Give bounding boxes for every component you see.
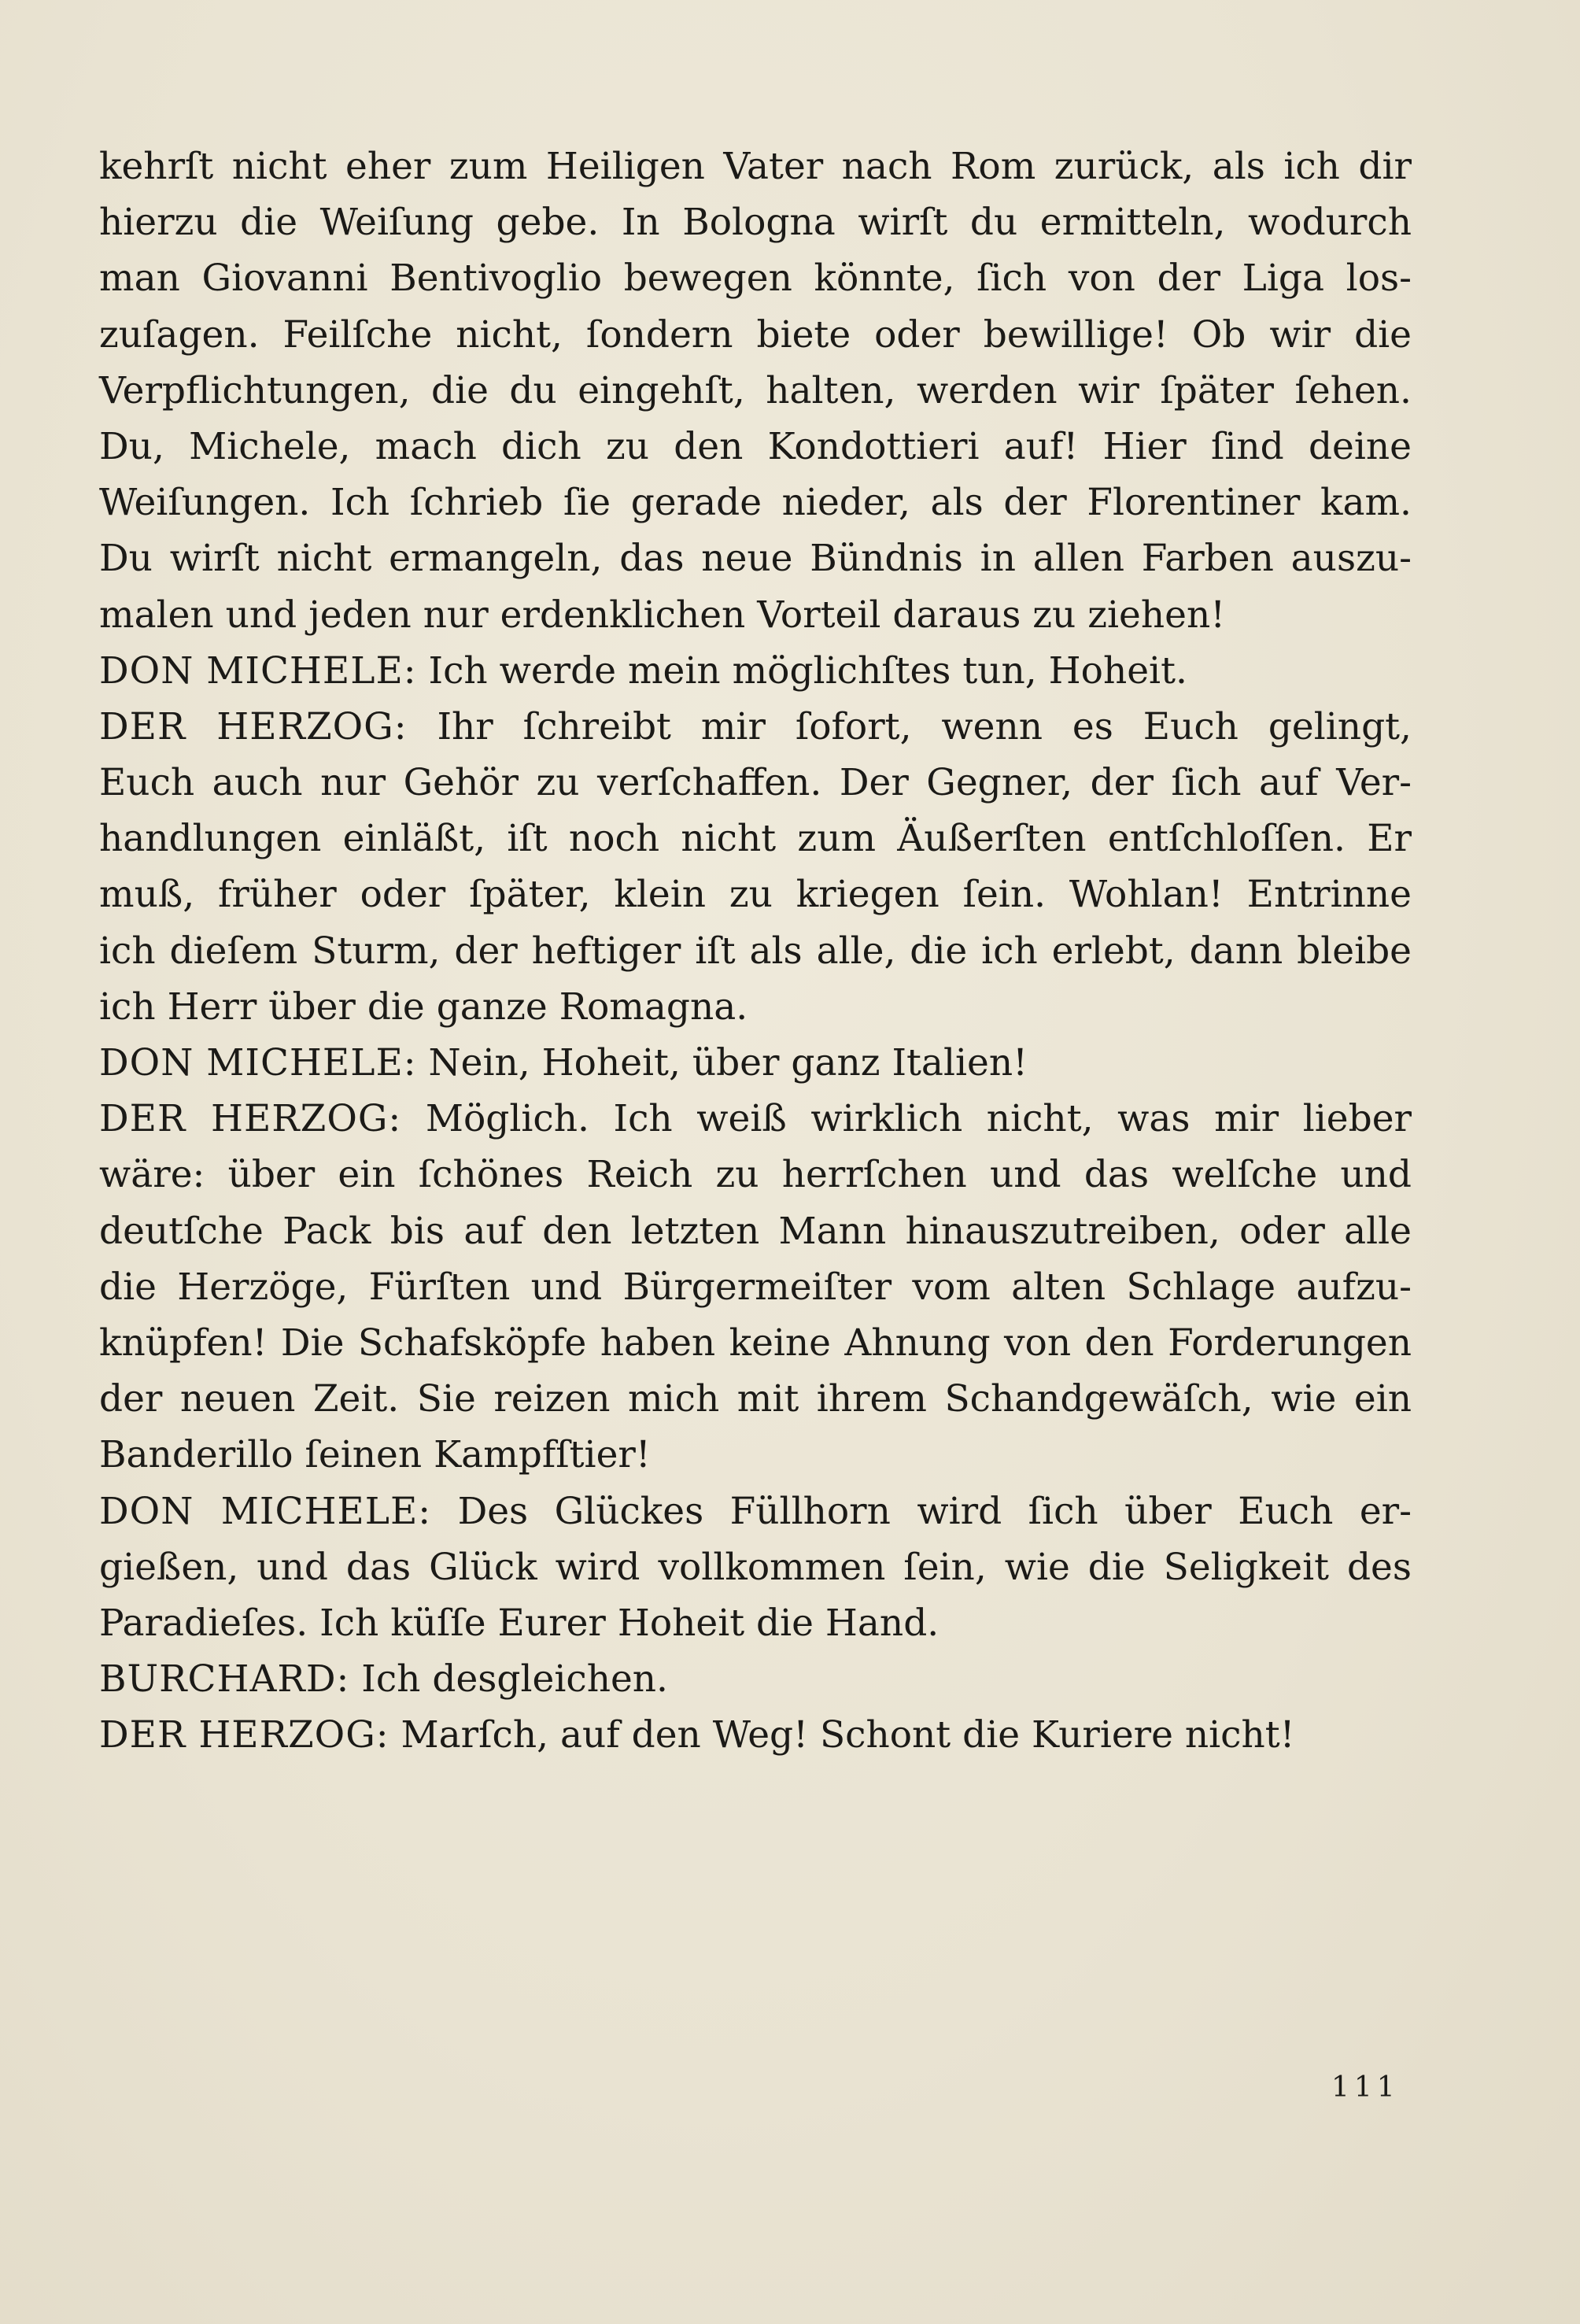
text-line xyxy=(99,530,1412,586)
text-line xyxy=(99,1651,1412,1707)
text-line xyxy=(99,419,1412,475)
text-line xyxy=(99,1595,1412,1651)
line-text: Ihr ſchreibt mir ſofort, wenn es Euch gelingt, xyxy=(407,704,1412,748)
speaker-name: DON MICHELE: xyxy=(99,1041,417,1084)
text-line xyxy=(99,363,1412,419)
text-line xyxy=(99,139,1412,194)
line-text: Du, Michele, mach dich zu den Kondottieri auf! Hier ſind deine xyxy=(99,424,1412,468)
text-line xyxy=(99,475,1412,530)
speaker-name: DON MICHELE: xyxy=(99,1489,432,1533)
line-text: der neuen Zeit. Sie reizen mich mit ihrem Schandgewäſch, wie ein xyxy=(99,1377,1412,1421)
text-line xyxy=(99,1707,1412,1763)
line-text: wäre: über ein ſchönes Reich zu herrſchen und das welſche und xyxy=(99,1153,1412,1197)
text-line xyxy=(99,1371,1412,1427)
speaker-name: DER HERZOG: xyxy=(99,704,408,748)
line-text: malen und jeden nur erdenklichen Vorteil daraus zu ziehen! xyxy=(99,593,1226,637)
line-text: Paradieſes. Ich küſſe Eurer Hoheit die Hand. xyxy=(99,1601,940,1645)
text-line xyxy=(99,250,1412,306)
text-line xyxy=(99,1147,1412,1203)
line-text: Banderillo ſeinen Kampfſtier! xyxy=(99,1433,651,1477)
line-text: Verpflichtungen, die du eingehſt, halten, werden wir ſpäter ſehen. xyxy=(99,368,1412,412)
line-text: Marſch, auf den Weg! Schont die Kuriere nicht! xyxy=(389,1713,1295,1757)
line-text: gießen, und das Glück wird vollkommen ſein, wie die Seligkeit des xyxy=(99,1545,1412,1589)
line-text: deutſche Pack bis auf den letzten Mann hinauszutreiben, oder alle xyxy=(99,1209,1412,1253)
page-number: 111 xyxy=(1331,2071,1400,2104)
text-line xyxy=(99,1483,1412,1539)
text-line xyxy=(99,1315,1412,1371)
speaker-name: DER HERZOG: xyxy=(99,1713,389,1757)
text-line xyxy=(99,1203,1412,1259)
line-text: Ich desgleichen. xyxy=(349,1657,668,1701)
text-line xyxy=(99,1259,1412,1315)
line-text: ich dieſem Sturm, der heftiger iſt als alle, die ich erlebt, dann bleibe xyxy=(99,929,1412,973)
line-text: man Giovanni Bentivoglio bewegen könnte, ſich von der Liga los- xyxy=(99,257,1412,301)
line-text: ich Herr über die ganze Romagna. xyxy=(99,985,748,1029)
line-text: Nein, Hoheit, über ganz Italien! xyxy=(416,1041,1028,1084)
line-text: Des Glückes Füllhorn wird ſich über Euch er- xyxy=(431,1489,1412,1533)
line-text: die Herzöge, Fürſten und Bürgermeiſter vom alten Schlage aufzu- xyxy=(99,1265,1412,1309)
text-line xyxy=(99,699,1412,755)
text-line xyxy=(99,1427,1412,1483)
text-line xyxy=(99,1091,1412,1147)
text-line xyxy=(99,307,1412,363)
text-line xyxy=(99,1539,1412,1595)
speaker-name: BURCHARD: xyxy=(99,1657,350,1701)
text-line xyxy=(99,1035,1412,1091)
line-text: knüpfen! Die Schafsköpfe haben keine Ahnung von den Forderungen xyxy=(99,1321,1412,1365)
line-text: Möglich. Ich weiß wirklich nicht, was mir lieber xyxy=(401,1097,1412,1141)
line-text: Euch auch nur Gehör zu verſchaffen. Der Gegner, der ſich auf Ver- xyxy=(99,761,1412,805)
line-text: zuſagen. Feilſche nicht, ſondern biete oder bewillige! Ob wir die xyxy=(99,312,1412,357)
text-line xyxy=(99,923,1412,979)
text-line xyxy=(99,979,1412,1035)
line-text: hierzu die Weiſung gebe. In Bologna wirſt du ermitteln, wodurch xyxy=(99,201,1412,245)
speaker-name: DON MICHELE: xyxy=(99,648,417,693)
text-line xyxy=(99,194,1412,250)
text-line xyxy=(99,755,1412,811)
text-line xyxy=(99,811,1412,866)
text-line xyxy=(99,587,1412,643)
line-text: Ich werde mein möglichſtes tun, Hoheit. xyxy=(416,648,1187,693)
line-text: Weiſungen. Ich ſchrieb ſie gerade nieder, als der Florentiner kam. xyxy=(99,481,1412,525)
text-line xyxy=(99,866,1412,922)
text-line xyxy=(99,643,1412,699)
line-text: kehrſt nicht eher zum Heiligen Vater nach Rom zurück, als ich dir xyxy=(99,145,1412,188)
speaker-name: DER HERZOG: xyxy=(99,1097,402,1141)
line-text: Du wirſt nicht ermangeln, das neue Bündnis in allen Farben auszu- xyxy=(99,537,1412,581)
body-text xyxy=(99,139,1412,1763)
line-text: muß, früher oder ſpäter, klein zu kriegen ſein. Wohlan! Entrinne xyxy=(99,873,1412,917)
line-text: handlungen einläßt, iſt noch nicht zum Äußerſten entſchloſſen. Er xyxy=(99,817,1412,861)
